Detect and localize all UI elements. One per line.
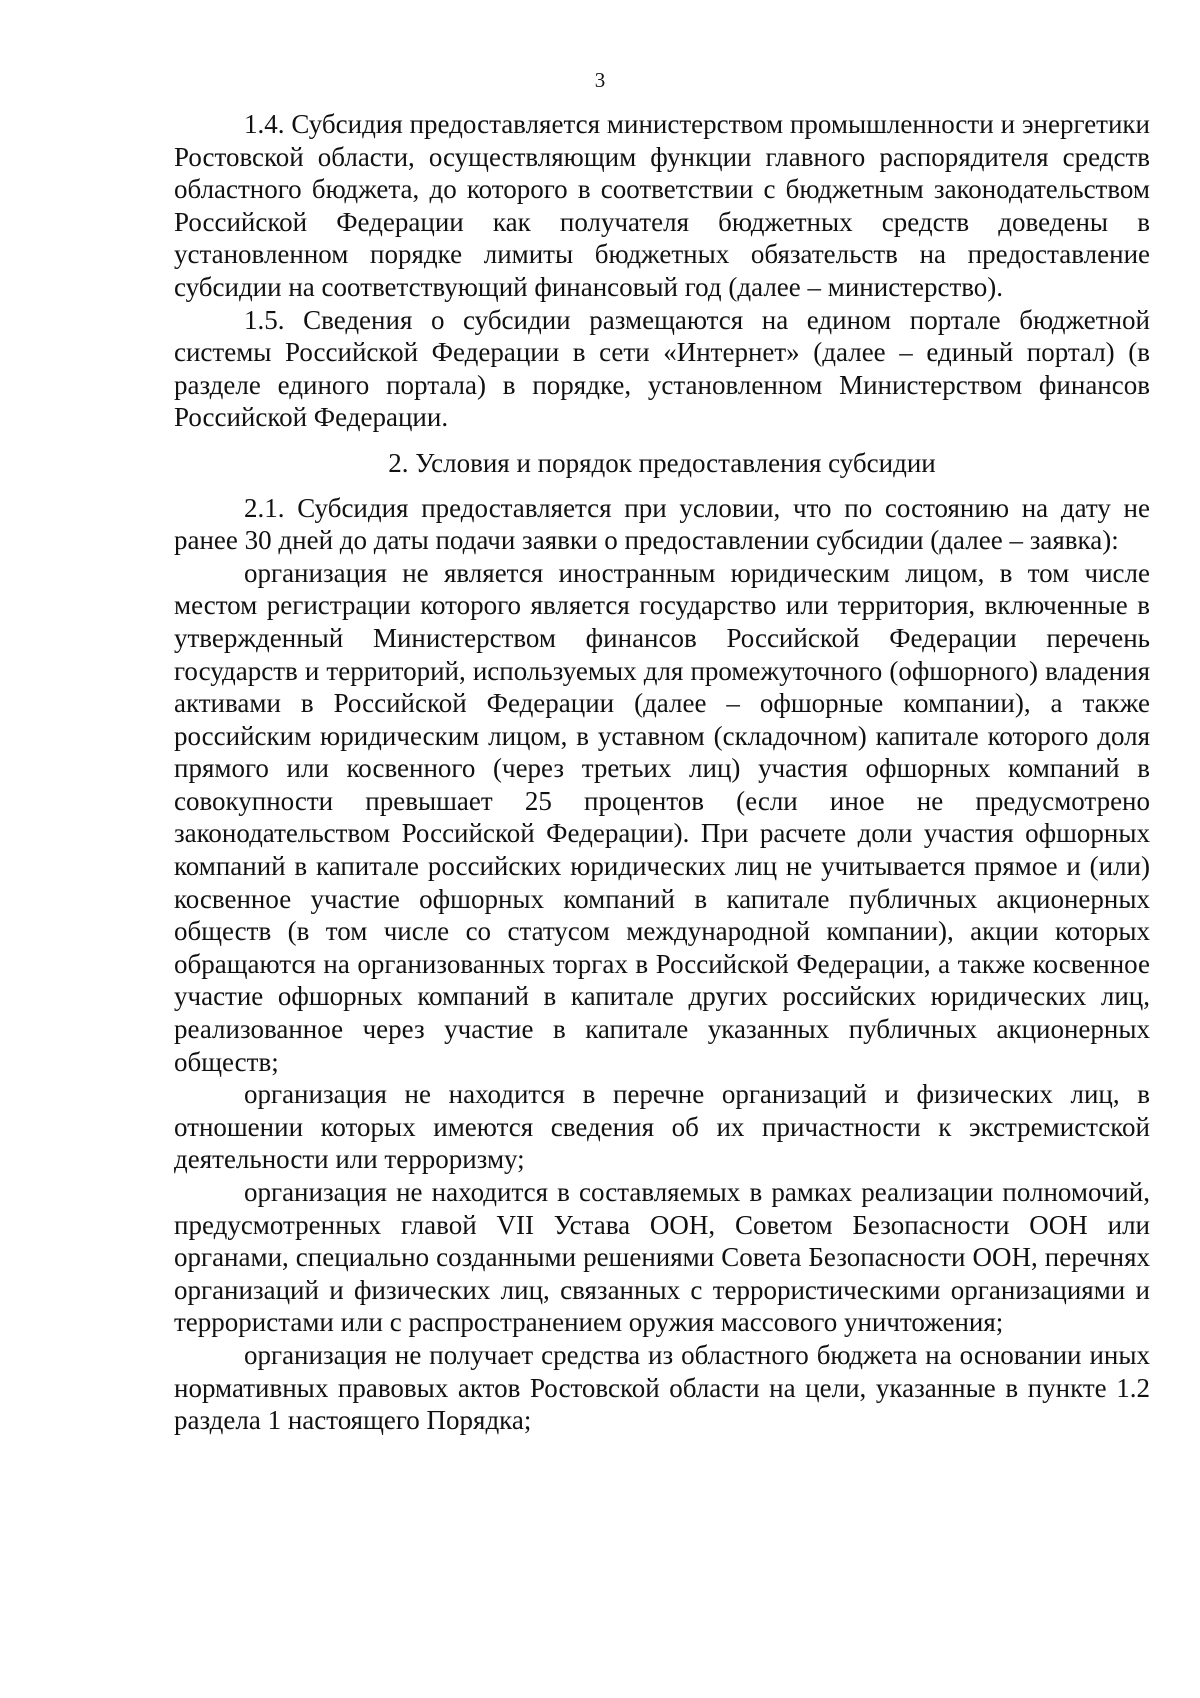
document-body xyxy=(174,108,1150,1437)
paragraph-2-1: 2.1. Субсидия предоставляется при условии, что по состоянию на дату не ранее 30 дней до даты подачи заявки о предоставлении субсидии (далее – заявка): xyxy=(174,492,1150,556)
paragraph-1-5: 1.5. Сведения о субсидии размещаются на едином портале бюджетной системы Российской Федерации в сети «Интернет» (далее – единый портал) (в разделе единого портала) в порядке, установленном Министерством финансов Российской Федерации. xyxy=(174,304,1150,433)
paragraph-offshore-condition: организация не является иностранным юридическим лицом, в том числе местом регистрации которого является государство или территория, включенные в утвержденный Министерством финансов Российской Федерации перечень государств и территорий, используемых для промежуточного (офшорного) владения активами в Российской Федерации (далее – офшорные компании), а также российским юридическим лицом, в уставном (складочном) капитале которого доля прямого или косвенного (через третьих лиц) участия офшорных компаний в совокупности превышает 25 процентов (если иное не предусмотрено законодательством Российской Федерации). При расчете доли участия офшорных компаний в капитале российских юридических лиц не учитывается прямое и (или) косвенное участие офшорных компаний в капитале публичных акционерных обществ (в том числе со статусом международной компании), акции которых обращаются на организованных торгах в Российской Федерации, а также косвенное участие офшорных компаний в капитале других российских юридических лиц, реализованное через участие в капитале указанных публичных акционерных обществ; xyxy=(174,557,1150,1077)
paragraph-extremism-condition: организация не находится в перечне организаций и физических лиц, в отношении которых имеются сведения об их причастности к экстремистской деятельности или терроризму; xyxy=(174,1079,1150,1175)
section-heading: 2. Условия и порядок предоставления субсидии xyxy=(388,447,936,478)
paragraph-un-list-condition: организация не находится в составляемых в рамках реализации полномочий, предусмотренных главой VII Устава ООН, Советом Безопасности ООН или органами, специально созданными решениями Совета Безопасности ООН, перечнях организаций и физических лиц, связанных с террористическими организациями и террористами или с распространением оружия массового уничтожения; xyxy=(174,1177,1150,1338)
paragraph-1-4: 1.4. Субсидия предоставляется министерством промышленности и энергетики Ростовской области, осуществляющим функции главного распорядителя средств областного бюджета, до которого в соответствии с бюджетным законодательством Российской Федерации как получателя бюджетных средств доведены в установленном порядке лимиты бюджетных обязательств на предоставление субсидии на соответствующий финансовый год (далее – министерство). xyxy=(174,109,1150,302)
paragraph-budget-funds-condition: организация не получает средства из областного бюджета на основании иных нормативных правовых актов Ростовской области на цели, указанные в пункте 1.2 раздела 1 настоящего Порядка; xyxy=(174,1339,1150,1436)
page-number: 3 xyxy=(594,68,606,92)
